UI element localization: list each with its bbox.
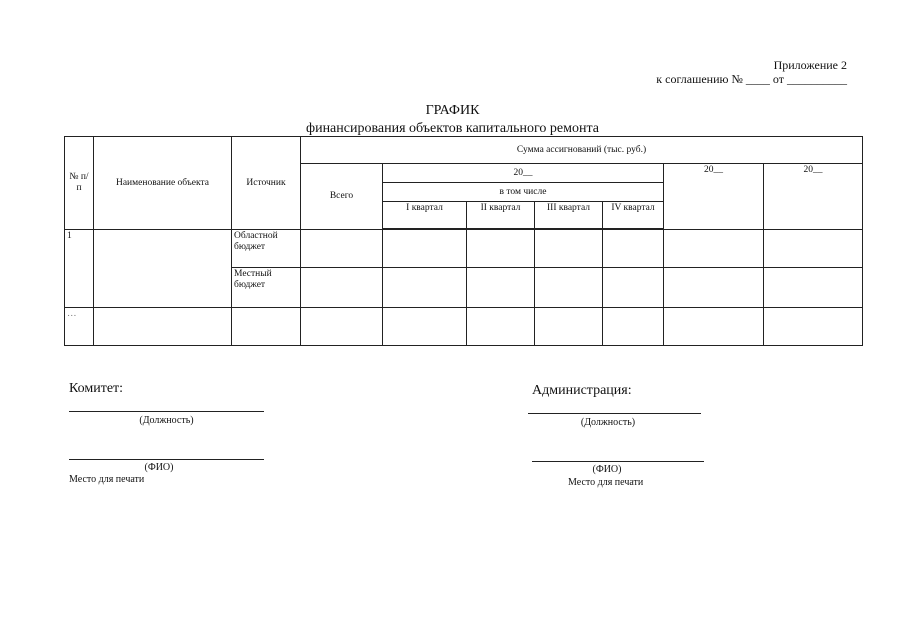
- administration-fio-label: (ФИО): [592, 464, 622, 475]
- cell-q2: [467, 308, 535, 346]
- cell-total: [301, 308, 383, 346]
- row-source: [232, 308, 301, 346]
- committee-seal-label: Место для печати: [69, 474, 145, 485]
- header-q4: IV квартал: [603, 202, 664, 229]
- committee-fio-label: (ФИО): [144, 462, 174, 473]
- cell-q1: [383, 308, 467, 346]
- appendix-block: [656, 58, 847, 86]
- header-q3: III квартал: [535, 202, 603, 229]
- header-q1: I квартал: [383, 202, 467, 229]
- table-row: [65, 308, 863, 346]
- document-subtitle: финансирования объектов капитального ремонта: [306, 121, 599, 136]
- document-title: ГРАФИК: [425, 103, 480, 118]
- committee-position-label: (Должность): [139, 415, 194, 426]
- administration-position-line: [528, 413, 701, 414]
- header-object-name: Наименование объекта: [94, 137, 232, 230]
- row-source-local: Местный бюджет: [232, 268, 301, 308]
- header-total: Всего: [301, 164, 383, 230]
- cell-q2: [467, 230, 535, 268]
- table-row: [65, 230, 863, 268]
- header-year-1: 20__: [383, 164, 664, 183]
- cell-q3: [535, 230, 603, 268]
- cell-q4: [603, 230, 664, 268]
- header-num: № п/п: [65, 137, 94, 230]
- financing-schedule-table: [64, 136, 863, 346]
- committee-position-line: [69, 411, 264, 412]
- cell-total: [301, 268, 383, 308]
- cell-total: [301, 230, 383, 268]
- administration-position-label: (Должность): [580, 417, 636, 428]
- cell-year-3: [764, 268, 863, 308]
- row-object-name: [94, 308, 232, 346]
- cell-q1: [383, 230, 467, 268]
- appendix-agreement: к соглашению № ____ от __________: [656, 72, 847, 86]
- cell-q4: [603, 268, 664, 308]
- committee-fio-line: [69, 459, 264, 460]
- header-year-2: 20__: [664, 164, 764, 230]
- cell-q3: [535, 268, 603, 308]
- header-including: в том числе: [383, 183, 664, 202]
- row-num: …: [65, 308, 94, 346]
- cell-year-3: [764, 230, 863, 268]
- committee-heading: Комитет:: [69, 381, 124, 396]
- administration-fio-line: [532, 461, 704, 462]
- administration-heading: Администрация:: [532, 383, 632, 398]
- row-source-regional: Областной бюджет: [232, 230, 301, 268]
- cell-q1: [383, 268, 467, 308]
- header-sum: Сумма ассигнований (тыс. руб.): [301, 137, 863, 164]
- header-q2: II квартал: [467, 202, 535, 229]
- cell-year-2: [664, 230, 764, 268]
- cell-year-2: [664, 308, 764, 346]
- cell-q2: [467, 268, 535, 308]
- cell-year-2: [664, 268, 764, 308]
- administration-seal-label: Место для печати: [568, 477, 644, 488]
- appendix-number: Приложение 2: [773, 58, 847, 72]
- row-object-name: [94, 230, 232, 308]
- cell-year-3: [764, 308, 863, 346]
- row-num: 1: [65, 230, 94, 308]
- cell-q3: [535, 308, 603, 346]
- header-source: Источник: [232, 137, 301, 230]
- cell-q4: [603, 308, 664, 346]
- header-year-3: 20__: [764, 164, 863, 230]
